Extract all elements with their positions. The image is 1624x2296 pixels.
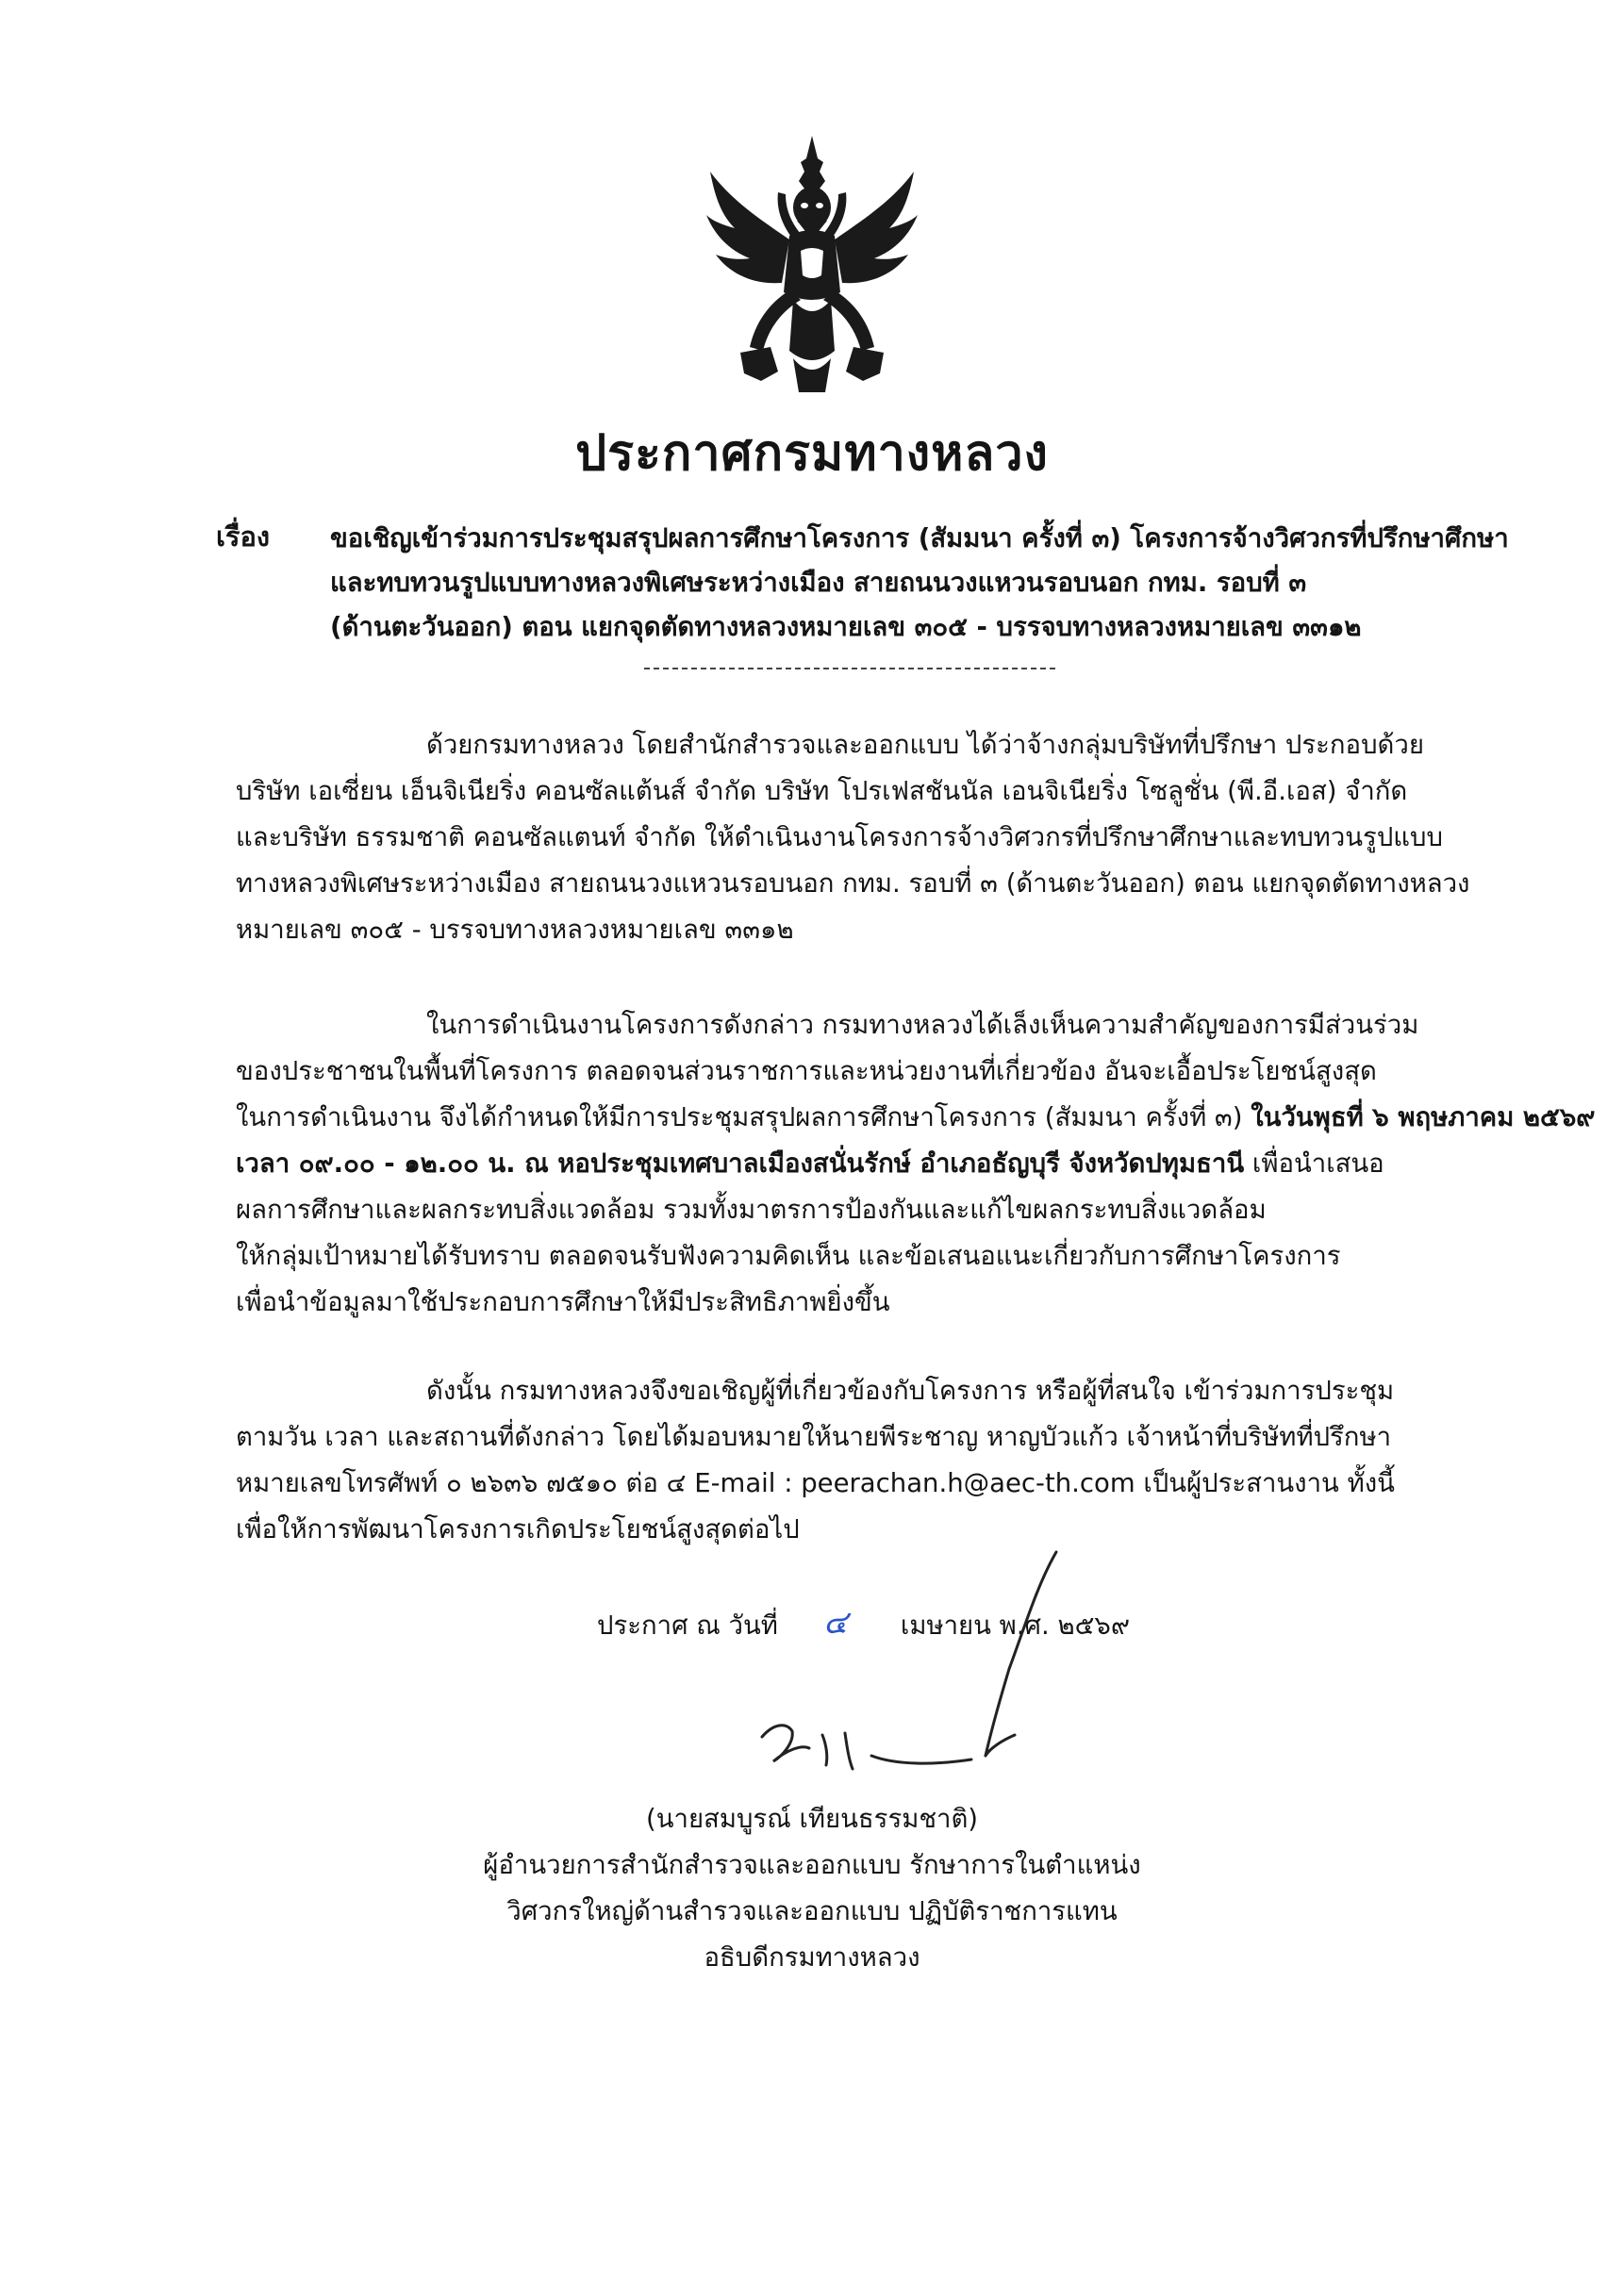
paragraph-1-line: และบริษัท ธรรมชาติ คอนซัลแตนท์ จำกัด ให้ดำเนินงานโครงการจ้างวิศวกรที่ปรึกษาศึกษาและทบทวนรูปแบบ [236, 822, 1443, 852]
paragraph-2-line: ในการดำเนินงานโครงการดังกล่าว กรมทางหลวงได้เล็งเห็นความสำคัญของการมีส่วนร่วม [426, 1010, 1419, 1040]
paragraph-1-line: บริษัท เอเซี่ยน เอ็นจิเนียริ่ง คอนซัลแต้นส์ จำกัด บริษัท โปรเฟสชันนัล เอนจิเนียริ่ง โซลูชั่น (พี.อี.เอส) จำกัด [236, 776, 1408, 806]
subject-divider [644, 668, 1055, 669]
paragraph-1-line: ด้วยกรมทางหลวง โดยสำนักสำรวจและออกแบบ ได้ว่าจ้างกลุ่มบริษัทที่ปรึกษา ประกอบด้วย [426, 730, 1424, 760]
announcement-month-year: เมษายน พ.ศ. ๒๕๖๙ [900, 1611, 1131, 1641]
meeting-time-venue: เวลา ๐๙.๐๐ - ๑๒.๐๐ น. ณ หอประชุมเทศบาลเมืองสนั่นรักษ์ อำเภอธัญบุรี จังหวัดปทุมธานี [236, 1148, 1245, 1179]
paragraph-1-line: หมายเลข ๓๐๕ - บรรจบทางหลวงหมายเลข ๓๓๑๒ [236, 915, 794, 945]
signatory-name: (นายสมบูรณ์ เทียนธรรมชาติ) [645, 1804, 979, 1834]
paragraph-2-line: เพื่อนำข้อมูลมาใช้ประกอบการศึกษาให้มีประสิทธิภาพยิ่งขึ้น [236, 1287, 890, 1317]
paragraph-3-line: เพื่อให้การพัฒนาโครงการเกิดประโยชน์สูงสุดต่อไป [236, 1514, 800, 1544]
announcement-date-prefix: ประกาศ ณ วันที่ [597, 1611, 778, 1641]
handwritten-day: ๔ [823, 1604, 848, 1642]
signature-icon [754, 1546, 1094, 1801]
paragraph-2-line: ให้กลุ่มเป้าหมายได้รับทราบ ตลอดจนรับฟังความคิดเห็น และข้อเสนอแนะเกี่ยวกับการศึกษาโครงการ [236, 1241, 1341, 1271]
paragraph-3-line: หมายเลขโทรศัพท์ ๐ ๒๖๓๖ ๗๕๑๐ ต่อ ๔ E-mail : peerachan.h@aec-th.com เป็นผู้ประสานงาน ทั้งนี้ [236, 1468, 1395, 1498]
signatory-position: ผู้อำนวยการสำนักสำรวจและออกแบบ รักษาการในตำแหน่ง [483, 1850, 1141, 1880]
paragraph-2-line [236, 1143, 1384, 1184]
signatory-position: อธิบดีกรมทางหลวง [704, 1942, 920, 1973]
paragraph-3-line: ตามวัน เวลา และสถานที่ดังกล่าว โดยได้มอบหมายให้นายพีระชาญ หาญบัวแก้ว เจ้าหน้าที่บริษัทที่ปรึกษา [236, 1422, 1392, 1452]
subject-label: เรื่อง [216, 520, 271, 553]
paragraph-3-line: ดังนั้น กรมทางหลวงจึงขอเชิญผู้ที่เกี่ยวข้องกับโครงการ หรือผู้ที่สนใจ เข้าร่วมการประชุม [426, 1376, 1395, 1406]
paragraph-2-line: ผลการศึกษาและผลกระทบสิ่งแวดล้อม รวมทั้งมาตรการป้องกันและแก้ไขผลกระทบสิ่งแวดล้อม [236, 1195, 1267, 1225]
garuda-emblem-icon [703, 134, 921, 396]
paragraph-2-line [236, 1097, 1595, 1138]
paragraph-2-text: ในการดำเนินงาน จึงได้กำหนดให้มีการประชุมสรุปผลการศึกษาโครงการ (สัมมนา ครั้งที่ ๓) [236, 1102, 1251, 1132]
subject-line: ขอเชิญเข้าร่วมการประชุมสรุปผลการศึกษาโครงการ (สัมมนา ครั้งที่ ๓) โครงการจ้างวิศวกรที่ปรึกษาศึกษา [330, 523, 1509, 553]
paragraph-1-line: ทางหลวงพิเศษระหว่างเมือง สายถนนวงแหวนรอบนอก กทม. รอบที่ ๓ (ด้านตะวันออก) ตอน แยกจุดตัดทางหลวง [236, 868, 1470, 899]
subject-line: (ด้านตะวันออก) ตอน แยกจุดตัดทางหลวงหมายเลข ๓๐๕ - บรรจบทางหลวงหมายเลข ๓๓๑๒ [330, 612, 1362, 642]
paragraph-2-text: เพื่อนำเสนอ [1244, 1148, 1384, 1179]
paragraph-2-line: ของประชาชนในพื้นที่โครงการ ตลอดจนส่วนราชการและหน่วยงานที่เกี่ยวข้อง อันจะเอื้อประโยชน์สูงสุด [236, 1056, 1377, 1086]
meeting-date: ในวันพุธที่ ๖ พฤษภาคม ๒๕๖๙ [1251, 1102, 1596, 1132]
subject-line: และทบทวนรูปแบบทางหลวงพิเศษระหว่างเมือง สายถนนวงแหวนรอบนอก กทม. รอบที่ ๓ [330, 568, 1307, 598]
signatory-position: วิศวกรใหญ่ด้านสำรวจและออกแบบ ปฏิบัติราชการแทน [506, 1896, 1118, 1926]
document-title: ประกาศกรมทางหลวง [575, 425, 1049, 482]
